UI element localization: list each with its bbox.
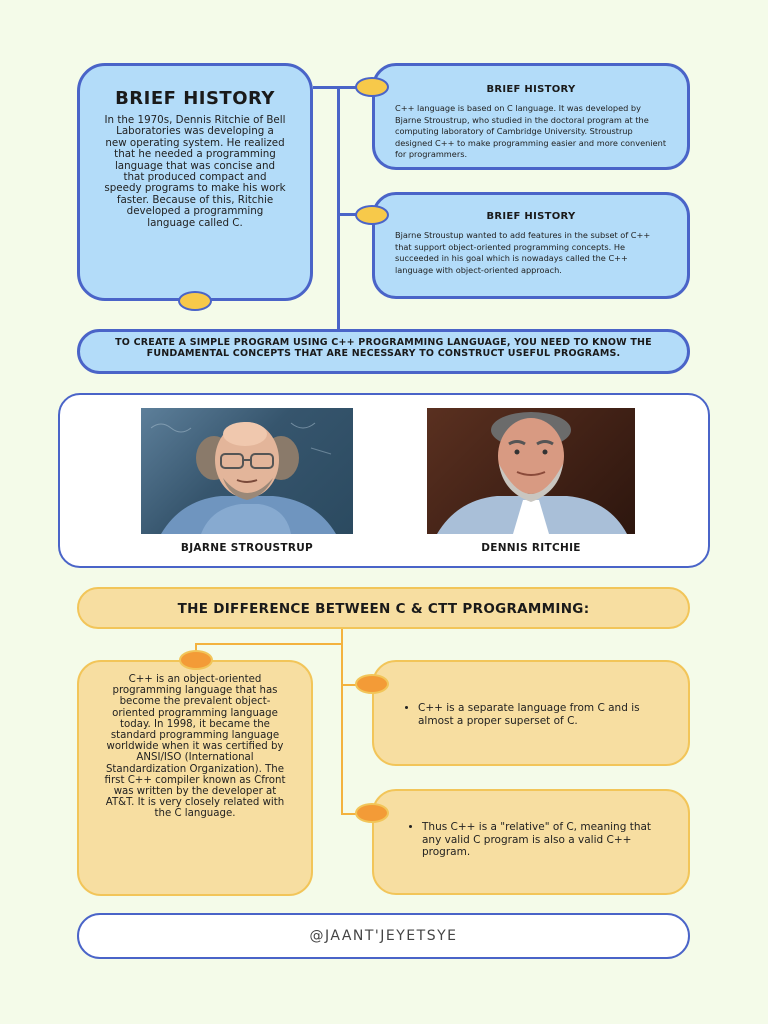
history-card-1 [372,63,690,170]
difference-title-banner [77,587,690,629]
concepts-banner-text: TO CREATE A SIMPLE PROGRAM USING C++ PROGRAMMING LANGUAGE, YOU NEED TO KNOW THE FUNDAMENTAL CONCEPTS THAT ARE NECESSARY TO CONSTRUCT USEFUL PROGRAMS. [115,337,652,359]
timeline-dot [355,205,389,225]
timeline-dot [355,77,389,97]
footer-handle: @JAANT'JEYETSYE [309,928,458,944]
history-card-2-text: Bjarne Stroustup wanted to add features in the subset of C++ that support object-oriented programming concepts. He succeeded in his goal which is nowadays called the C++ language with object-oriented approach. [395,230,651,275]
difference-bullet-2: • Thus C++ is a "relative" of C, meaning that any valid C program is also a valid C++ program. [422,821,664,859]
difference-card-1-list [398,702,664,727]
timeline-dot [355,803,389,823]
timeline-connector [337,86,340,330]
connector-to-left-card [195,643,343,645]
connector-to-main [313,86,340,89]
difference-bullet-1: • C++ is a separate language from C and is almost a proper superset of C. [418,702,664,727]
cpp-description-text: C++ is an object-oriented programming language that has become the prevalent object-oriented programming language today. In 1998, it became the standard programming language worldwide when it was certified by ANSI/ISO (International Standardization Organization). The first C++ compiler known as Cfront was written by the developer at AT&T. It is very closely related with the C language. [104,674,286,820]
bjarne-stroustrup-photo [141,408,353,534]
history-card-1-title: BRIEF HISTORY [486,84,576,95]
difference-connector [341,629,343,815]
difference-card-1 [372,660,690,766]
difference-title: THE DIFFERENCE BETWEEN C & CTT PROGRAMMING: [177,601,590,617]
concepts-banner [77,329,690,374]
bjarne-stroustrup-caption: BJARNE STROUSTRUP [180,542,314,554]
footer-handle-box [77,913,690,959]
main-history-title: BRIEF HISTORY [115,88,275,109]
main-history-text: In the 1970s, Dennis Ritchie of Bell Laboratories was developing a new operating system. He realized that he needed a programming language that was concise and that produced compact and speedy programs to make his work faster. Because of this, Ritchie developed a programming language called C. [104,114,286,229]
connector-to-card2 [337,213,357,216]
timeline-dot [179,650,213,670]
connector-to-card1 [337,86,357,89]
history-card-2-title: BRIEF HISTORY [486,211,576,222]
difference-card-2 [372,789,690,895]
dennis-ritchie-photo [427,408,635,534]
main-history-card [77,63,313,301]
history-card-1-text: C++ language is based on C language. It was developed by Bjarne Stroustrup, who studied in the doctoral program at the computing laboratory of Cambridge University. Stroustrup designed C++ to make programming easier and more convenient for programmers. [395,103,667,159]
dennis-ritchie-caption: DENNIS RITCHIE [481,542,581,554]
timeline-dot [355,674,389,694]
difference-card-2-list [402,821,664,859]
history-card-2 [372,192,690,299]
cpp-description-card [77,660,313,896]
timeline-dot [178,291,212,311]
